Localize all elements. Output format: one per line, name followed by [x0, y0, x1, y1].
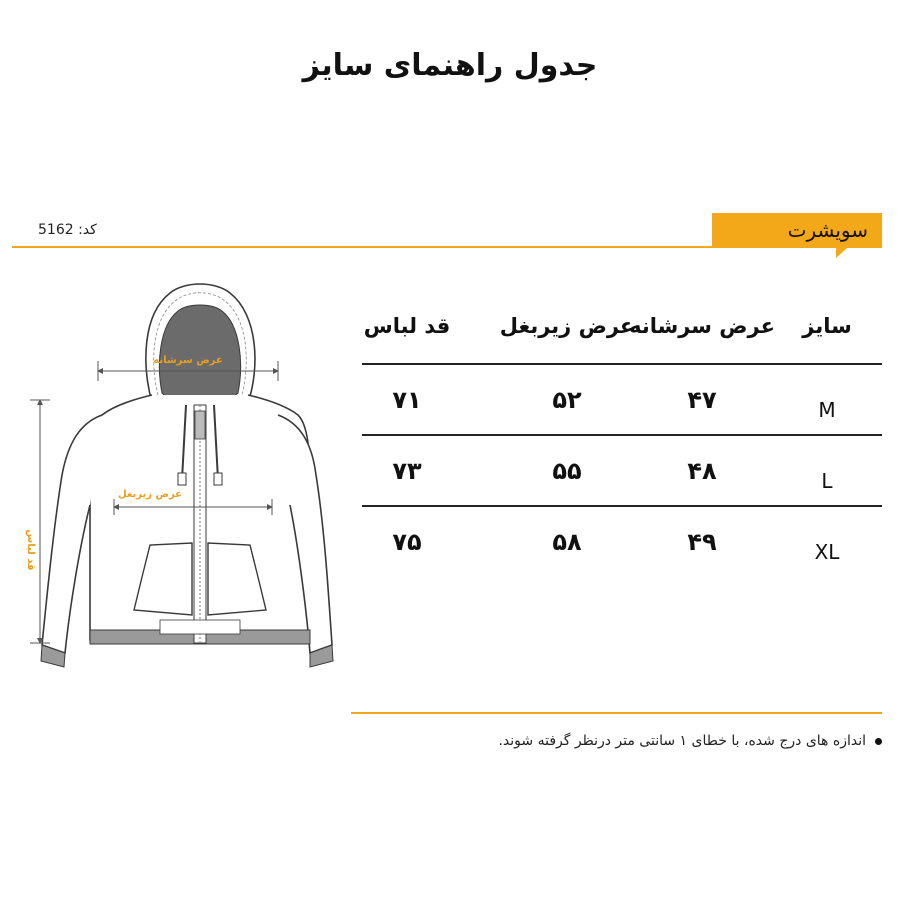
footer-divider — [351, 712, 882, 714]
size-cell: M — [818, 397, 836, 422]
header-shoulder-width: عرض سرشانه — [629, 314, 775, 338]
header-length: قد لباس — [363, 314, 451, 338]
length-cell: ۷۳ — [392, 456, 422, 485]
bullet-icon — [875, 738, 882, 745]
tolerance-note — [498, 733, 882, 749]
zipper — [194, 405, 206, 643]
size-cell: L — [821, 468, 833, 493]
shoulder-cell: ۴۹ — [687, 527, 717, 556]
shoulder-cell: ۴۸ — [687, 456, 717, 485]
length-cell: ۷۱ — [392, 385, 422, 414]
page-title: جدول راهنمای سایز — [302, 48, 598, 83]
shoulder-measure-label: عرض سرشانه — [153, 355, 223, 366]
table-row — [362, 434, 882, 505]
length-cell: ۷۵ — [392, 527, 422, 556]
table-row — [362, 505, 882, 576]
armpit-cell: ۵۵ — [552, 456, 582, 485]
tolerance-note-text: اندازه های درج شده، با خطای ۱ سانتی متر درنظر گرفته شوند. — [498, 733, 866, 749]
size-cell: XL — [814, 539, 840, 564]
hoodie-diagram — [10, 275, 335, 685]
armpit-measure-label: عرض زیربغل — [117, 489, 183, 500]
armpit-cell: ۵۸ — [552, 527, 582, 556]
header-size: سایز — [802, 314, 852, 338]
size-table — [362, 296, 882, 576]
armpit-cell: ۵۲ — [552, 385, 582, 414]
shoulder-cell: ۴۷ — [687, 385, 717, 414]
table-row — [362, 363, 882, 434]
tab-notch — [836, 247, 848, 258]
header-armpit-width: عرض زیربغل — [499, 314, 635, 338]
header-divider — [12, 246, 712, 248]
table-header-row — [362, 296, 882, 363]
product-category-tab — [712, 213, 882, 248]
length-measure-label: قد لباس — [25, 529, 36, 571]
product-code: کد: 5162 — [38, 222, 97, 238]
product-category-label: سویشرت — [787, 218, 868, 242]
